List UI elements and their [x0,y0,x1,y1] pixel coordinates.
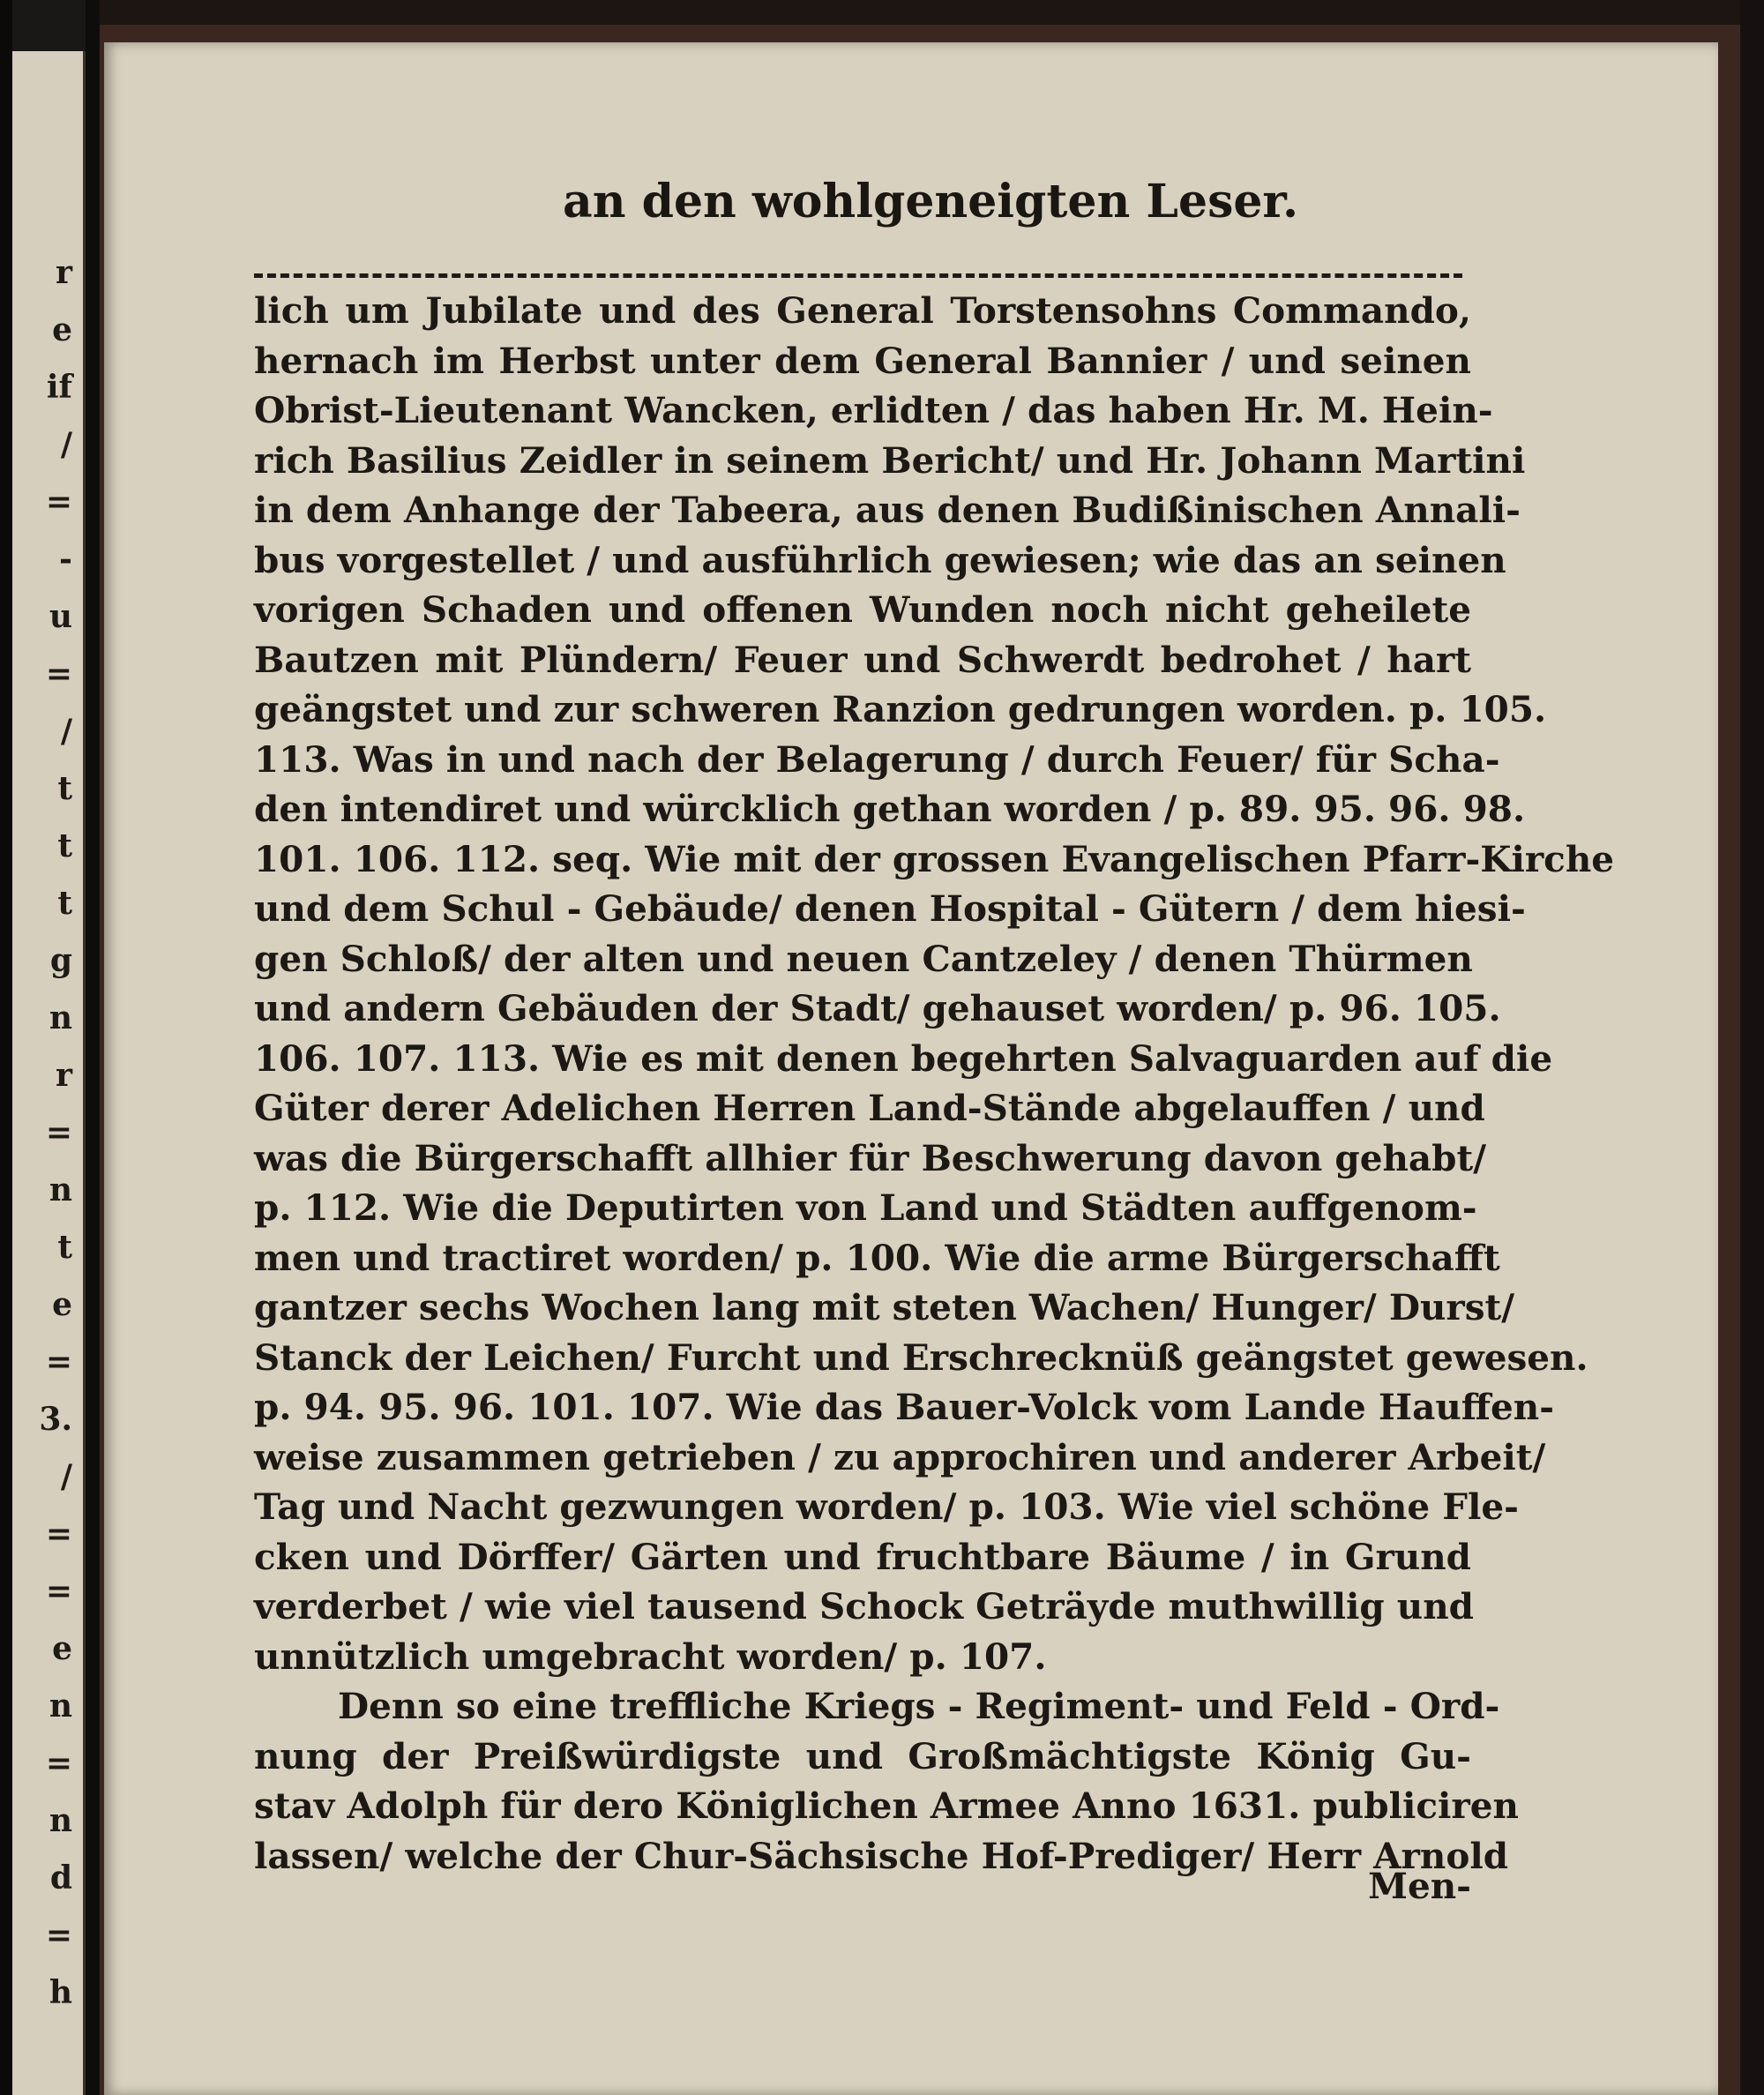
text-line: hernach im Herbst unter dem General Bannier / und seinen [254,339,1471,382]
facing-page-fragment: g [49,942,72,979]
facing-page-fragment: d [49,1859,72,1897]
facing-page-fragment: h [49,1974,72,2011]
text-line: Tag und Nacht gezwungen worden/ p. 103. Wie viel schöne Fle- [254,1485,1519,1528]
text-line: p. 112. Wie die Deputirten von Land und Städten auffgenom- [254,1186,1477,1229]
text-line: 113. Was in und nach der Belagerung / durch Feuer/ für Scha- [254,737,1500,781]
facing-page-fragment: 3. [39,1401,72,1438]
facing-page-fragment: = [45,1343,72,1380]
text-line: was die Bürgerschafft allhier für Beschwerung davon gehabt/ [254,1136,1486,1179]
text-line: in dem Anhange der Tabeera, aus denen Budißinischen Annali- [254,489,1521,531]
facing-page-fragment: = [45,483,72,520]
text-line: gantzer sechs Wochen lang mit steten Wachen/ Hunger/ Durst/ [254,1286,1515,1328]
facing-page-fragment: / [60,1458,72,1495]
text-line: nung der Preißwürdigste und Großmächtigste König Gu- [254,1734,1471,1777]
text-line: lassen/ welche der Chur-Sächsische Hof-Prediger/ Herr Arnold [254,1834,1509,1877]
text-line: bus vorgestellet / und ausführlich gewiesen; wie das an seinen [254,538,1506,581]
text-line: unnützlich umgebracht worden/ p. 107. [254,1635,1047,1678]
facing-page-fragment: e [52,1286,72,1323]
text-line: lich um Jubilate und des General Torstensohns Commando, [254,289,1471,332]
facing-page-fragment: r [56,254,72,291]
text-line: p. 94. 95. 96. 101. 107. Wie das Bauer-Volck vom Lande Hauffen- [254,1386,1555,1428]
text-line: den intendiret und würcklich gethan worden / p. 89. 95. 96. 98. [254,788,1526,830]
text-line: geängstet und zur schweren Ranzion gedrungen worden. p. 105. [254,688,1547,730]
facing-page-fragment: n [49,1802,72,1839]
facing-page-sliver [12,51,86,2095]
facing-page-fragment: n [49,999,72,1036]
facing-page-fragment: r [56,1057,72,1094]
facing-page-fragment: e [52,1630,72,1667]
page-gutter [86,0,100,2095]
text-line: gen Schloß/ der alten und neuen Cantzeley / denen Thürmen [254,937,1473,980]
facing-page-fragment: t [57,827,72,864]
facing-page-fragment: / [60,426,72,463]
cover-right-edge [1740,0,1764,2095]
text-line: 101. 106. 112. seq. Wie mit der grossen Evangelischen Pfarr-Kirche [254,837,1615,880]
text-line: men und tractiret worden/ p. 100. Wie die arme Bürgerschafft [254,1236,1500,1279]
text-line: 106. 107. 113. Wie es mit denen begehrten Salvaguarden auf die [254,1036,1553,1080]
facing-page-fragment: = [45,1573,72,1610]
text-line: Bautzen mit Plündern/ Feuer und Schwerdt bedrohet / hart [254,638,1471,681]
paragraph-2 [254,1681,1519,1881]
running-head: an den wohlgeneigten Leser. [563,175,1299,228]
facing-page-fragment: / [60,713,72,750]
paragraph-1 [254,286,1615,1681]
text-line: rich Basilius Zeidler in seinem Bericht/ und Hr. Johann Martini [254,438,1526,482]
catchword: Men- [1368,1865,1471,1907]
head-rule [254,273,1462,278]
facing-page-fragment: = [45,1745,72,1782]
facing-page-fragment: t [57,770,72,807]
facing-page-fragment: = [45,1515,72,1553]
facing-page-fragment: if [46,369,72,406]
text-line: Denn so eine treffliche Kriegs - Regiment- und Feld - Ord- [338,1685,1500,1727]
facing-page-fragment: e [52,311,72,348]
facing-page-fragment: = [45,655,72,692]
text-line: verderbet / wie viel tausend Schock Geträyde muthwillig und [254,1585,1474,1627]
facing-page-fragment: u [49,598,72,635]
text-line: weise zusammen getrieben / zu approchiren und anderer Arbeit/ [254,1435,1546,1478]
facing-page-fragment: t [57,1229,72,1266]
text-line: Obrist-Lieutenant Wancken, erlidten / das haben Hr. M. Hein- [254,389,1493,431]
facing-page-fragment: t [57,885,72,922]
text-line: stav Adolph für dero Königlichen Armee Anno 1631. publiciren [254,1784,1519,1827]
facing-page-fragment: = [45,1114,72,1151]
facing-page-fragment: n [49,1171,72,1208]
text-line: Güter derer Adelichen Herren Land-Stände abgelauffen / und [254,1087,1485,1129]
text-line: und andern Gebäuden der Stadt/ gehauset worden/ p. 96. 105. [254,987,1501,1029]
facing-page-fragment: - [59,541,72,578]
text-line: Stanck der Leichen/ Furcht und Erschrecknüß geängstet gewesen. [254,1336,1588,1379]
text-line: cken und Dörffer/ Gärten und fruchtbare Bäume / in Grund [254,1535,1471,1578]
cover-top-edge [100,0,1764,26]
book-page [104,42,1718,2095]
text-line: und dem Schul - Gebäude/ denen Hospital - Gütern / dem hiesi- [254,887,1526,930]
body-text [254,286,1615,1881]
facing-page-fragment: n [49,1687,72,1725]
book-spine [0,0,12,2095]
text-line: vorigen Schaden und offenen Wunden noch nicht geheilete [254,588,1471,631]
facing-page-fragment: = [45,1917,72,1954]
